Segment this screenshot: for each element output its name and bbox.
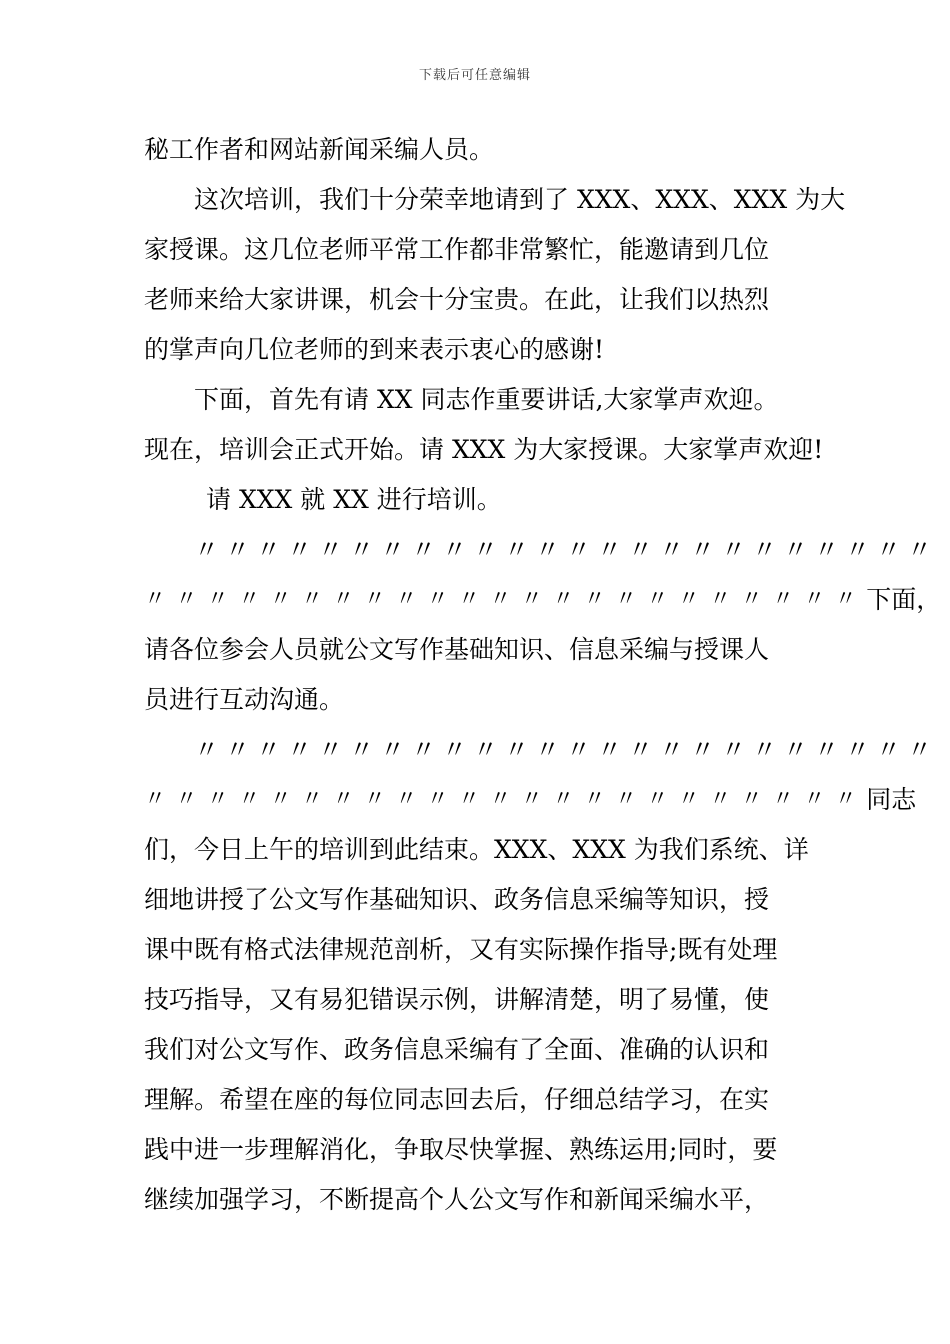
text-line: 技巧指导，又有易犯错误示例，讲解清楚，明了易懂，使 [144,985,770,1014]
ditto-marks-line [144,525,939,575]
text-line: 请 XXX 就 XX 进行培训。 [206,485,502,514]
text-line: 老师来给大家讲课，机会十分宝贵。在此，让我们以热烈 [144,285,770,314]
text-line: 这次培训，我们十分荣幸地请到了 XXX、XXX、XXX 为大 [194,185,846,214]
text-line: 请各位参会人员就公文写作基础知识、信息采编与授课人 [144,635,770,664]
text-line: 的掌声向几位老师的到来表示衷心的感谢! [144,335,605,364]
text-line: 下面，首先有请 XX 同志作重要讲话,大家掌声欢迎。 [194,385,779,414]
text-fragment: 同志 [866,785,917,814]
text-line: 家授课。这几位老师平常工作都非常繁忙，能邀请到几位 [144,235,770,264]
ditto-marks: 〃〃〃〃〃〃〃〃〃〃〃〃〃〃〃〃〃〃〃〃〃〃〃〃 [194,535,939,564]
text-line: 现在，培训会正式开始。请 XXX 为大家授课。大家掌声欢迎! [144,435,824,464]
text-fragment: 下面， [866,585,942,614]
text-line: 员进行互动沟通。 [144,685,345,714]
text-line: 们，今日上午的培训到此结束。XXX、XXX 为我们系统、详 [144,835,809,864]
ditto-marks: 〃〃〃〃〃〃〃〃〃〃〃〃〃〃〃〃〃〃〃〃〃〃〃 [144,787,867,812]
text-line: 理解。希望在座的每位同志回去后，仔细总结学习，在实 [144,1085,770,1114]
ditto-marks: 〃〃〃〃〃〃〃〃〃〃〃〃〃〃〃〃〃〃〃〃〃〃〃 [144,587,867,612]
text-line: 秘工作者和网站新闻采编人员。 [144,135,495,164]
ditto-marks-line [144,575,942,625]
page-header: 下载后可任意编辑 [418,68,531,83]
ditto-marks-line [144,725,939,775]
ditto-marks: 〃〃〃〃〃〃〃〃〃〃〃〃〃〃〃〃〃〃〃〃〃〃〃〃 [194,735,939,764]
text-line: 课中既有格式法律规范剖析，又有实际操作指导;既有处理 [144,935,778,964]
text-line: 继续加强学习，不断提高个人公文写作和新闻采编水平， [144,1185,770,1214]
text-line: 细地讲授了公文写作基础知识、政务信息采编等知识，授 [144,885,770,914]
document-body [144,125,942,1225]
ditto-marks-line [144,775,917,825]
text-line: 我们对公文写作、政务信息采编有了全面、准确的认识和 [144,1035,770,1064]
text-line: 践中进一步理解消化，争取尽快掌握、熟练运用;同时，要 [144,1135,778,1164]
